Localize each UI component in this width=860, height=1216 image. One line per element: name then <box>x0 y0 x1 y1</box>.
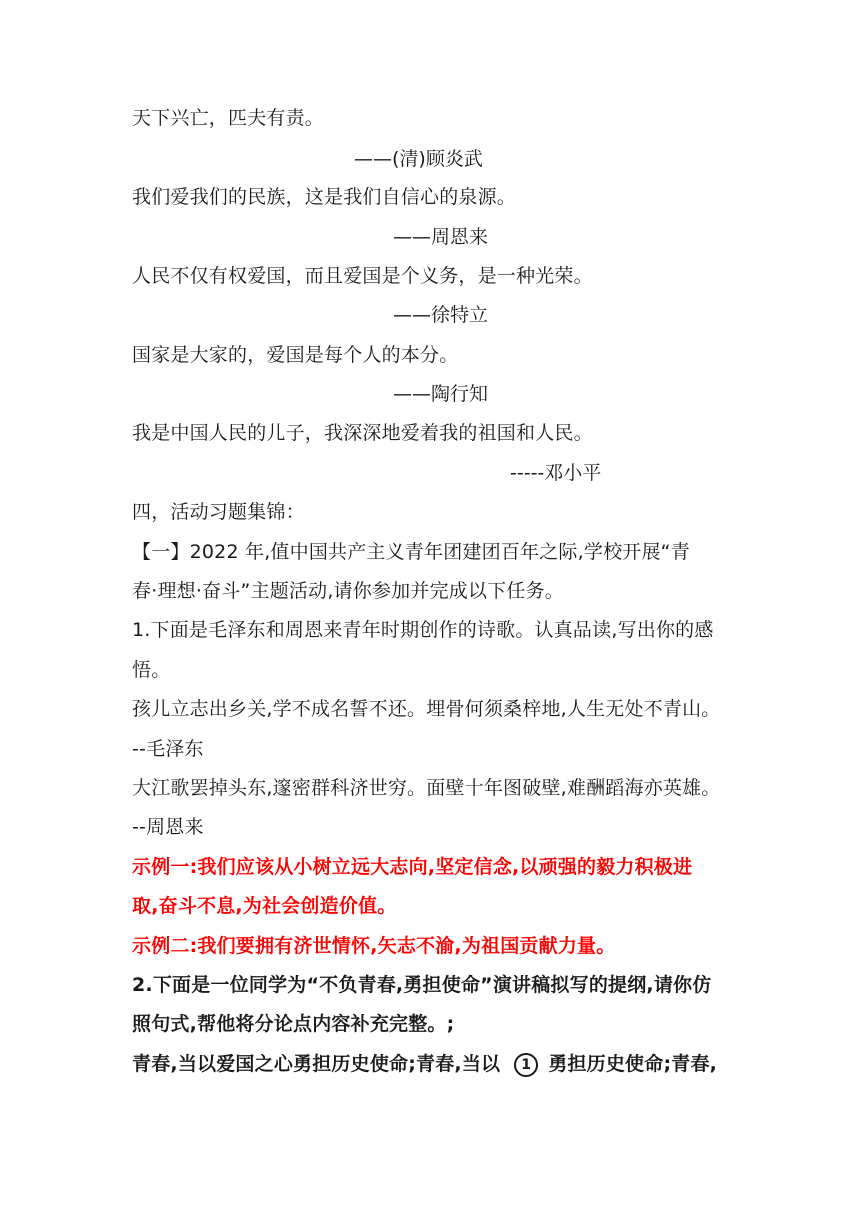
quote-text-5: 我是中国人民的儿子，我深深地爱着我的祖国和人民。 <box>132 422 593 444</box>
question-2-line-1: 2.下面是一位同学为“不负青春,勇担使命”演讲稿拟写的提纲,请你仿 <box>132 974 712 996</box>
poem-1-author: --毛泽东 <box>132 738 204 760</box>
task-intro-line-1: 【一】2022 年,值中国共产主义青年团建团百年之际,学校开展“青 <box>132 541 690 563</box>
task-intro-line-2: 春·理想·奋斗”主题活动,请你参加并完成以下任务。 <box>132 580 564 602</box>
section-heading: 四，活动习题集锦： <box>132 501 305 523</box>
quote-author-2: ——周恩来 <box>393 226 489 248</box>
question-2-line-3-end: 勇担历史使命;青春, <box>548 1053 718 1075</box>
quote-text-1: 天下兴亡，匹夫有责。 <box>132 107 325 129</box>
poem-1: 孩儿立志出乡关,学不成名誓不还。埋骨何须桑梓地,人生无处不青山。 <box>132 698 721 720</box>
poem-2-author: --周恩来 <box>132 816 204 838</box>
quote-author-3: ——徐特立 <box>393 304 489 326</box>
answer-example-1-line-2: 取,奋斗不息,为社会创造价值。 <box>132 895 397 917</box>
quote-author-1: ——(清)顾炎武 <box>354 148 483 170</box>
quote-author-5: -----邓小平 <box>510 462 602 484</box>
poem-2: 大江歌罢掉头东,邃密群科济世穷。面壁十年图破壁,难酬蹈海亦英雄。 <box>132 777 721 799</box>
quote-text-4: 国家是大家的，爱国是每个人的本分。 <box>132 344 459 366</box>
question-1-line-2: 悟。 <box>132 659 171 681</box>
answer-example-1-line-1: 示例一:我们应该从小树立远大志向,坚定信念,以顽强的毅力积极进 <box>132 856 693 878</box>
question-2-line-3 <box>132 1052 717 1077</box>
quote-text-2: 我们爱我们的民族，这是我们自信心的泉源。 <box>132 186 517 208</box>
blank-marker-1: 1 <box>514 1053 538 1077</box>
quote-text-3: 人民不仅有权爱国，而且爱国是个义务，是一种光荣。 <box>132 265 593 287</box>
question-2-line-2: 照句式,帮他将分论点内容补充完整。; <box>132 1013 455 1035</box>
answer-example-2: 示例二:我们要拥有济世情怀,矢志不渝,为祖国贡献力量。 <box>132 935 616 957</box>
question-1-line-1: 1.下面是毛泽东和周恩来青年时期创作的诗歌。认真品读,写出你的感 <box>132 619 714 641</box>
question-2-line-3-start: 青春,当以爱国之心勇担历史使命;青春,当以 <box>132 1053 501 1075</box>
quote-author-4: ——陶行知 <box>393 383 489 405</box>
